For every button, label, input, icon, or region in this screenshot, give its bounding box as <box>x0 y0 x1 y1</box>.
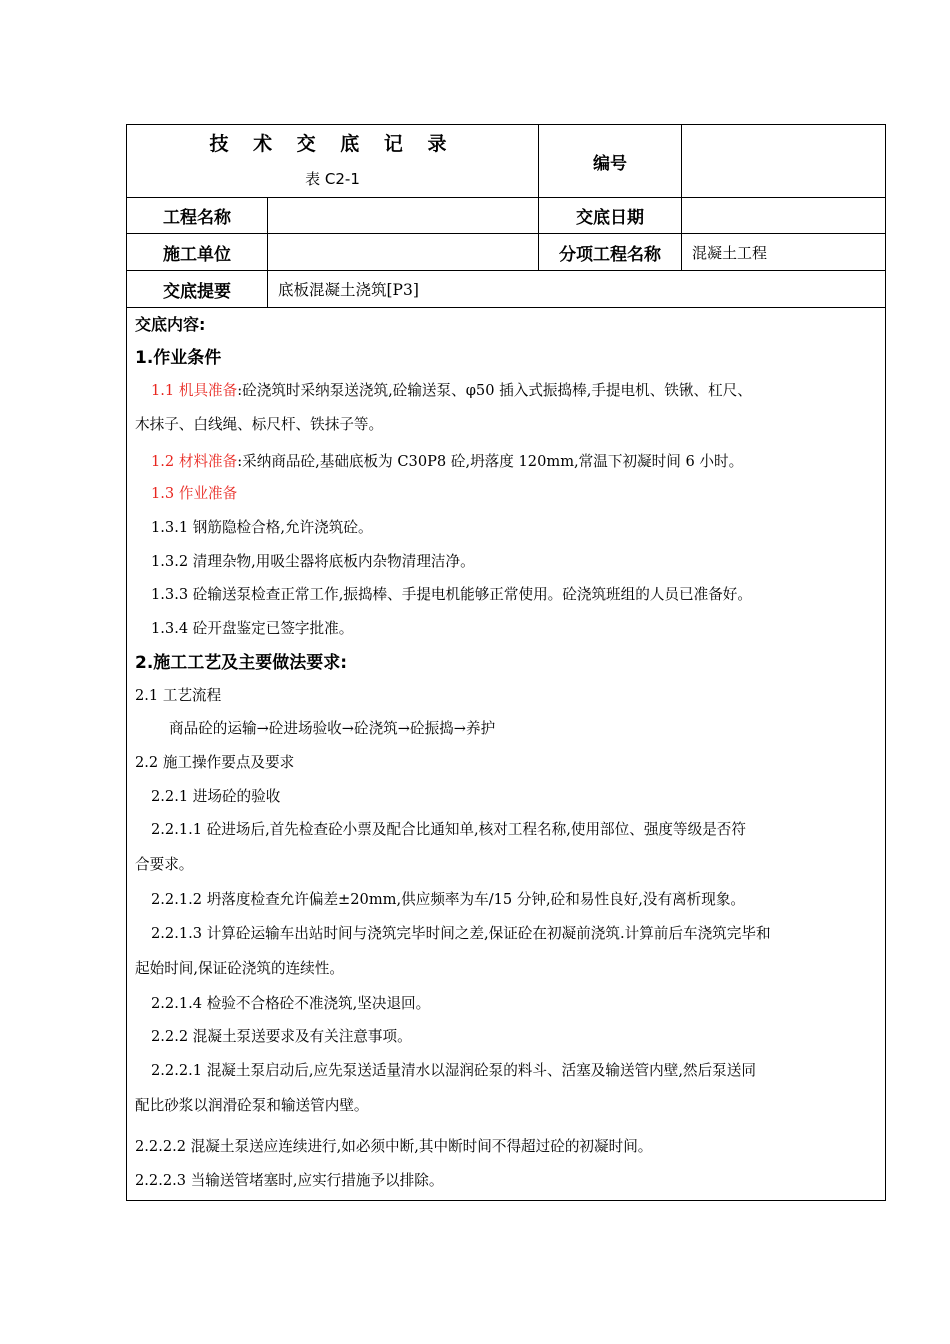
para-2-2-1-1-cont: 合要求。 <box>135 856 194 873</box>
para-2-2-2-2: 2.2.2.2 混凝土泵送应连续进行,如必须中断,其中断时间不得超过砼的初凝时间。 <box>135 1138 653 1155</box>
para-2-2-2-1: 2.2.2.1 混凝土泵启动后,应先泵送适量清水以湿润砼泵的料斗、活塞及输送管内壁,然后泵送同 <box>151 1062 756 1079</box>
project-row <box>127 198 885 234</box>
para-2-2-1-4: 2.2.1.4 检验不合格砼不准浇筑,坚决退回。 <box>151 995 431 1012</box>
para-2-2-2: 2.2.2 混凝土泵送要求及有关注意事项。 <box>151 1028 412 1045</box>
form-code: 表 C2-1 <box>305 170 360 188</box>
para-2-2-1: 2.2.1 进场砼的验收 <box>151 788 281 805</box>
project-name-value[interactable] <box>268 198 539 233</box>
title-cell <box>127 125 539 197</box>
number-label: 编号 <box>539 125 682 197</box>
section-1-heading: 1.作业条件 <box>135 348 222 368</box>
para-1-3-4: 1.3.4 砼开盘鉴定已签字批准。 <box>151 620 354 637</box>
para-1-2-label: 1.2 材料准备 <box>151 453 238 470</box>
content-heading: 交底内容: <box>135 315 206 334</box>
date-label: 交底日期 <box>539 198 682 233</box>
unit-row <box>127 234 885 271</box>
form-title: 技 术 交 底 记 录 <box>209 133 456 155</box>
summary-label: 交底提要 <box>127 271 268 307</box>
para-1-3-2: 1.3.2 清理杂物,用吸尘器将底板内杂物清理洁净。 <box>151 553 475 570</box>
title-row <box>127 125 885 198</box>
para-1-1-label: 1.1 机具准备 <box>151 382 238 399</box>
sub-project-value[interactable]: 混凝土工程 <box>692 243 768 262</box>
para-1-1-cont: 木抹子、白线绳、标尺杆、铁抹子等。 <box>135 416 384 433</box>
tech-disclosure-form <box>126 124 886 1201</box>
section-2-heading: 2.施工工艺及主要做法要求: <box>135 653 348 673</box>
para-2-1: 2.1 工艺流程 <box>135 687 222 704</box>
para-2-2-2-1-cont: 配比砂浆以润滑砼泵和输送管内壁。 <box>135 1097 369 1114</box>
para-2-2-1-3-cont: 起始时间,保证砼浇筑的连续性。 <box>135 960 344 977</box>
sub-project-label: 分项工程名称 <box>539 234 682 270</box>
para-2-2: 2.2 施工操作要点及要求 <box>135 754 295 771</box>
disclosure-content <box>127 308 885 1200</box>
number-value[interactable] <box>682 125 885 197</box>
process-flow: 商品砼的运输→砼进场验收→砼浇筑→砼振捣→养护 <box>169 720 496 737</box>
para-2-2-2-3: 2.2.2.3 当输送管堵塞时,应实行措施予以排除。 <box>135 1172 444 1189</box>
para-1-2 <box>151 450 879 471</box>
date-value[interactable] <box>682 198 885 233</box>
para-1-2-text: :采纳商品砼,基础底板为 C30P8 砼,坍落度 120mm,常温下初凝时间 6 小时。 <box>237 453 744 470</box>
para-2-2-1-3: 2.2.1.3 计算砼运输车出站时间与浇筑完毕时间之差,保证砼在初凝前浇筑.计算前后车浇筑完毕和 <box>151 925 771 942</box>
para-2-2-1-1: 2.2.1.1 砼进场后,首先检查砼小票及配合比通知单,核对工程名称,使用部位、强度等级是否符 <box>151 821 746 838</box>
para-2-2-1-2: 2.2.1.2 坍落度检查允许偏差±20mm,供应频率为车/15 分钟,砼和易性良好,没有离析现象。 <box>151 891 746 908</box>
summary-value[interactable]: 底板混凝土浇筑[P3] <box>278 281 419 299</box>
para-1-3-3: 1.3.3 砼输送泵检查正常工作,振捣棒、手提电机能够正常使用。砼浇筑班组的人员已准备好。 <box>151 586 752 603</box>
para-1-3-1: 1.3.1 钢筋隐检合格,允许浇筑砼。 <box>151 519 373 536</box>
project-name-label: 工程名称 <box>127 198 268 233</box>
construction-unit-value[interactable] <box>268 234 539 270</box>
para-1-3: 1.3 作业准备 <box>151 485 238 502</box>
summary-row <box>127 271 885 308</box>
para-1-1 <box>151 379 879 400</box>
construction-unit-label: 施工单位 <box>127 234 268 270</box>
para-1-1-text: :砼浇筑时采纳泵送浇筑,砼输送泵、φ50 插入式振捣棒,手提电机、铁锹、杠尺、 <box>237 382 752 399</box>
